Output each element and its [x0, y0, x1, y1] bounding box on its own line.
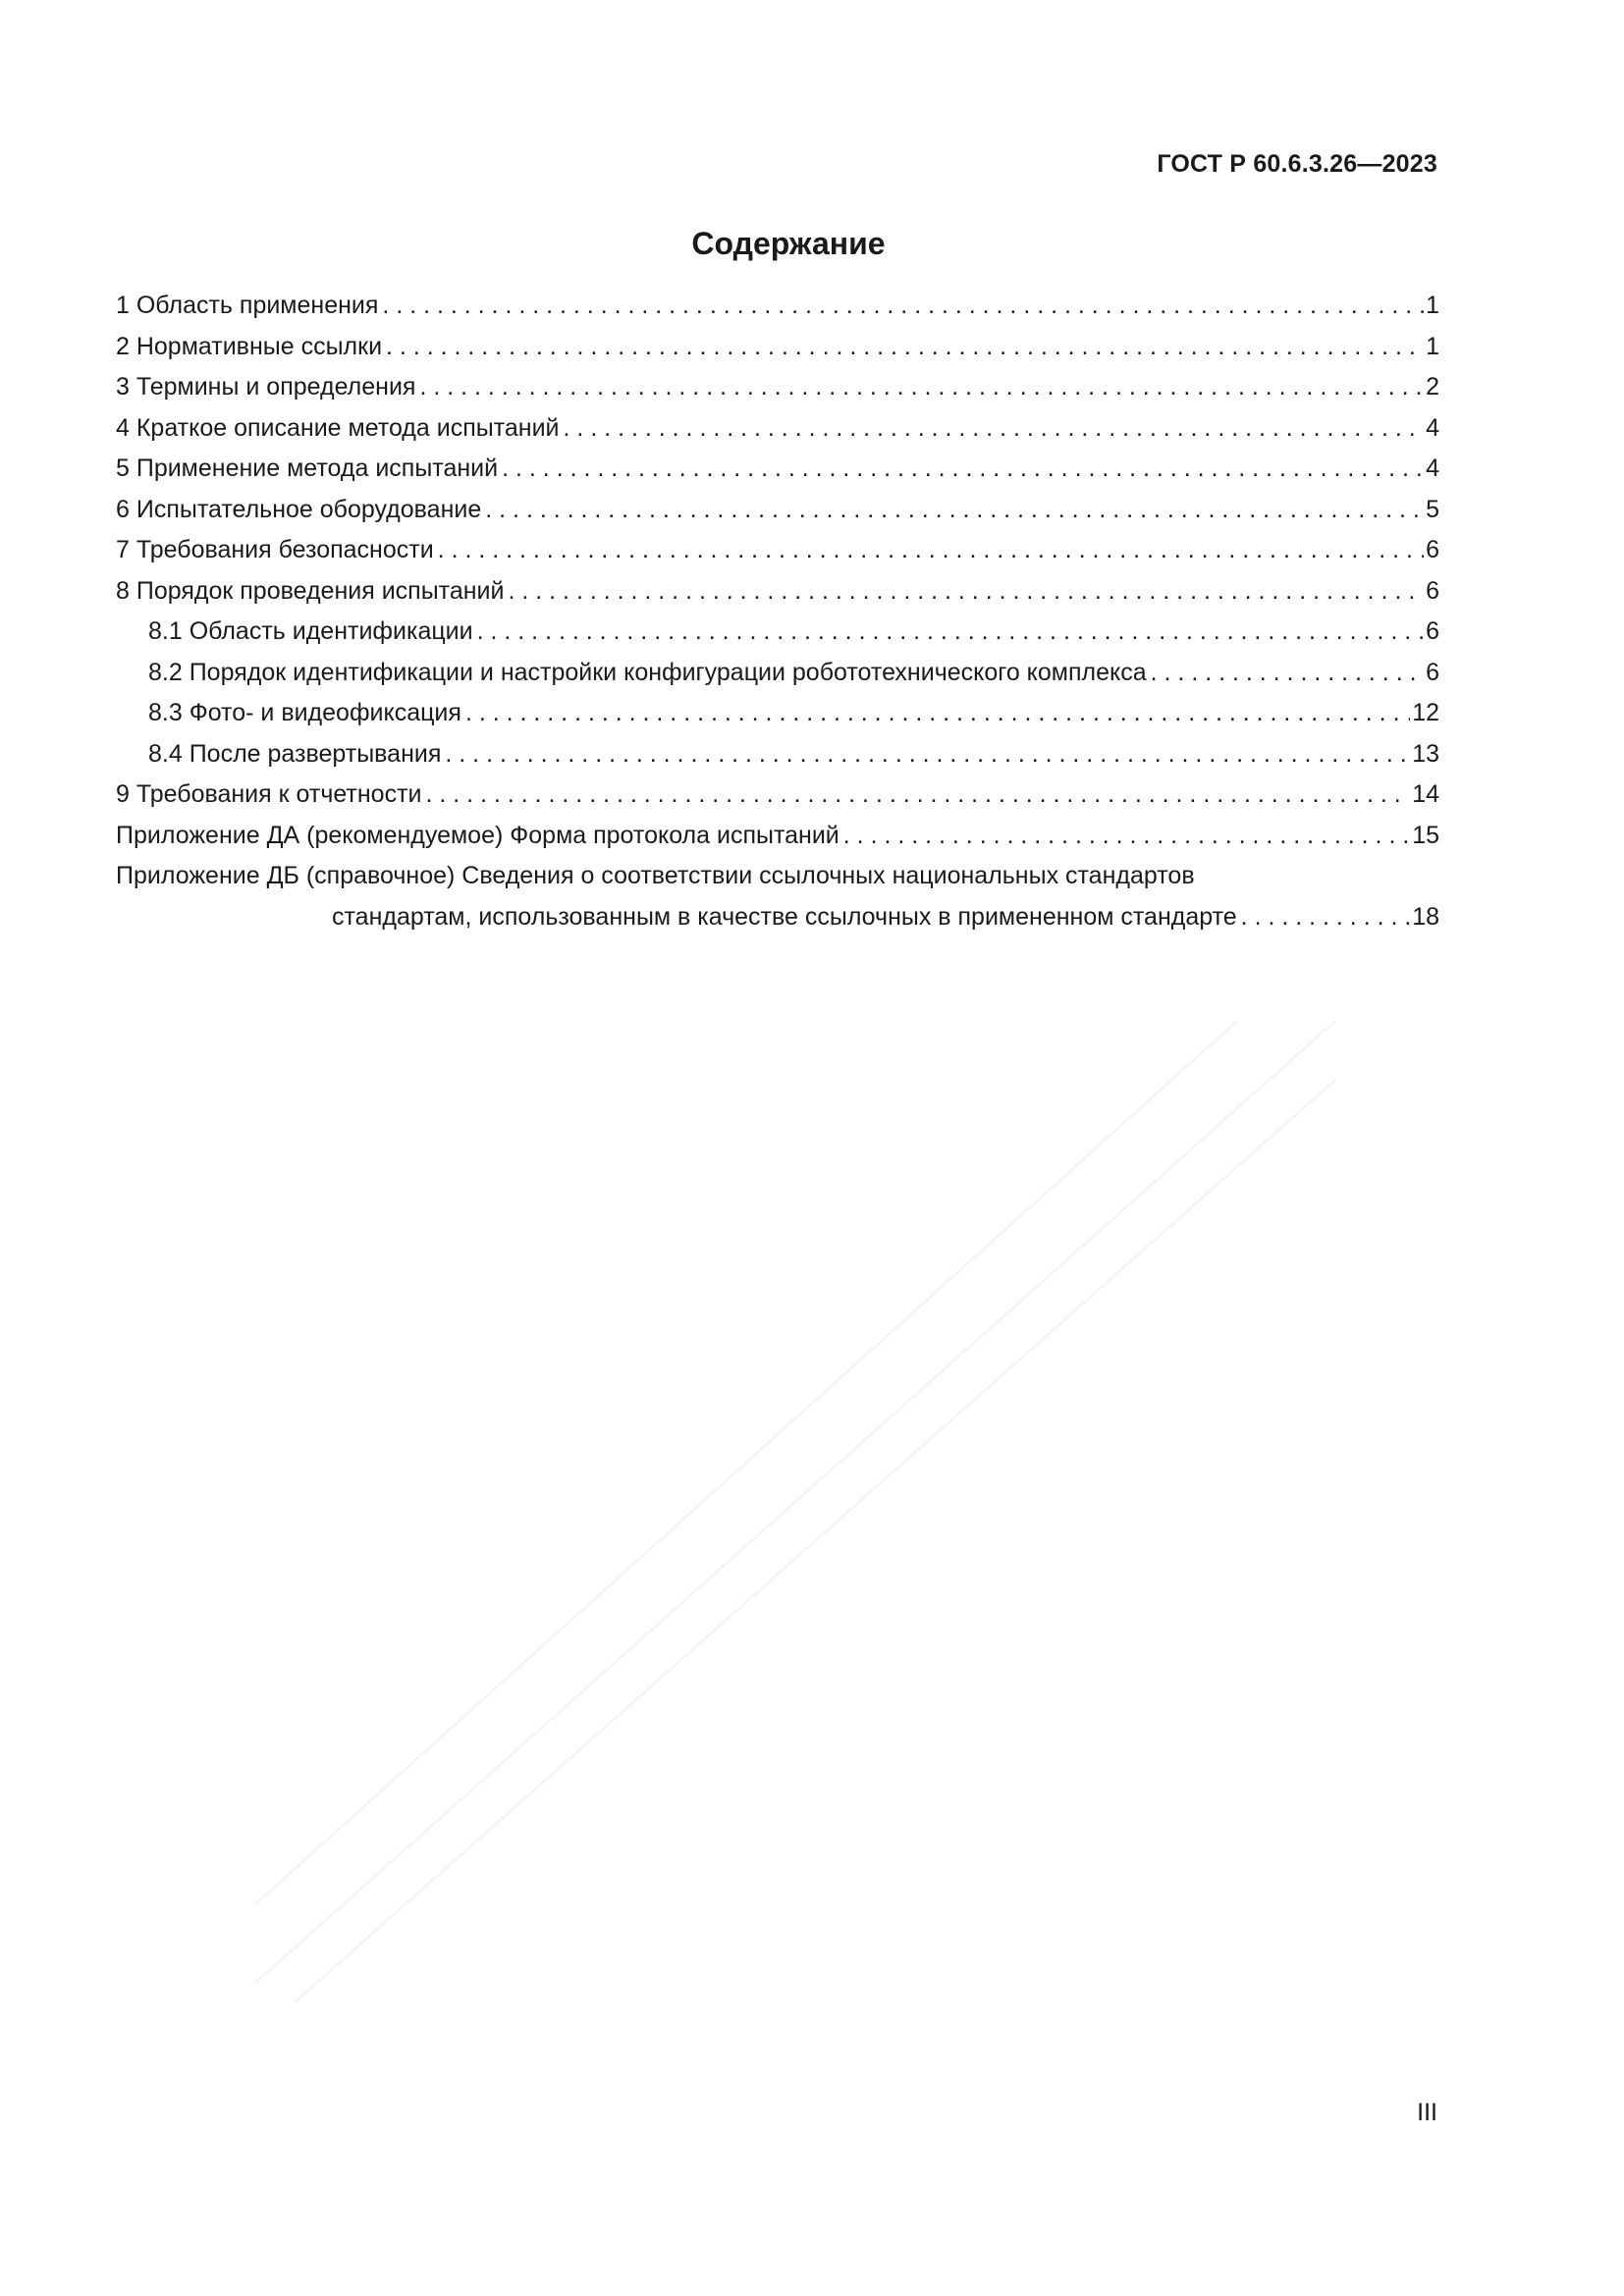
toc-entry-label: 6 Испытательное оборудование — [116, 495, 482, 523]
toc-entry-label: Приложение ДБ (справочное) Сведения о соответствии ссылочных национальных стандартов — [116, 862, 1195, 889]
toc-entry[interactable] — [116, 286, 1439, 327]
toc-leader-dots — [564, 408, 1425, 450]
toc-subentry[interactable] — [116, 653, 1439, 694]
toc-entry-label: 8 Порядок проведения испытаний — [116, 576, 505, 605]
toc-entry-page: 13 — [1412, 739, 1439, 768]
toc-entry[interactable] — [116, 408, 1439, 450]
watermark-stamp — [255, 1021, 1335, 2002]
page-number: III — [1417, 2099, 1437, 2126]
toc-leader-dots — [843, 816, 1410, 857]
toc-entry-page: 1 — [1426, 292, 1439, 319]
document-code: ГОСТ Р 60.6.3.26—2023 — [1157, 150, 1437, 178]
toc-entry-label: 3 Термины и определения — [116, 373, 416, 400]
toc-entry-label: 8.4 После развертывания — [148, 739, 442, 768]
toc-entry[interactable] — [116, 774, 1439, 816]
toc-entry-page: 6 — [1426, 617, 1439, 645]
toc-entry-page: 6 — [1426, 536, 1439, 563]
toc-leader-dots — [502, 449, 1424, 490]
toc-entry-page: 6 — [1426, 576, 1439, 605]
toc-leader-dots — [1241, 897, 1411, 938]
toc-entry-page: 12 — [1412, 699, 1439, 726]
toc-entry-label: 5 Применение метода испытаний — [116, 454, 499, 482]
toc-entry-page: 15 — [1412, 821, 1439, 849]
toc-entry[interactable] — [116, 856, 1439, 937]
toc-leader-dots — [386, 327, 1424, 368]
toc-entry-page: 6 — [1426, 658, 1439, 686]
toc-entry-label: 4 Краткое описание метода испытаний — [116, 413, 560, 442]
toc-entry-label-continued: стандартам, использованным в качестве ссылочных в примененном стандарте — [332, 902, 1237, 931]
toc-entry[interactable] — [116, 571, 1439, 613]
toc-entry-label: 1 Область применения — [116, 292, 379, 319]
toc-entry-page: 18 — [1412, 902, 1439, 931]
toc-subentry[interactable] — [116, 693, 1439, 734]
toc-entry[interactable] — [116, 530, 1439, 571]
table-of-contents — [116, 286, 1439, 937]
toc-leader-dots — [445, 734, 1410, 775]
toc-leader-dots — [382, 286, 1424, 327]
toc-entry[interactable] — [116, 367, 1439, 408]
toc-leader-dots — [1151, 653, 1424, 694]
toc-entry-label: 8.2 Порядок идентификации и настройки конфигурации робототехнического комплекса — [148, 658, 1147, 686]
toc-entry-page: 4 — [1426, 454, 1439, 482]
toc-entry[interactable] — [116, 816, 1439, 857]
toc-title: Содержание — [691, 226, 886, 261]
toc-leader-dots — [485, 490, 1424, 531]
toc-subentry[interactable] — [116, 734, 1439, 775]
toc-entry-label: 9 Требования к отчетности — [116, 780, 422, 808]
toc-entry-page: 1 — [1426, 332, 1439, 360]
toc-entry-label: 7 Требования безопасности — [116, 536, 434, 563]
toc-leader-dots — [438, 530, 1424, 571]
toc-entry-page: 2 — [1426, 373, 1439, 400]
toc-leader-dots — [477, 612, 1424, 653]
toc-leader-dots — [426, 774, 1411, 816]
toc-entry-label: 8.3 Фото- и видеофиксация — [148, 699, 461, 726]
toc-entry[interactable] — [116, 490, 1439, 531]
toc-entry-page: 14 — [1412, 780, 1439, 808]
toc-entry-label: 2 Нормативные ссылки — [116, 332, 383, 360]
toc-leader-dots — [419, 367, 1424, 408]
toc-entry[interactable] — [116, 449, 1439, 490]
toc-leader-dots — [465, 693, 1410, 734]
toc-leader-dots — [508, 571, 1424, 613]
toc-entry-label: Приложение ДА (рекомендуемое) Форма протокола испытаний — [116, 821, 839, 849]
toc-entry-label: 8.1 Область идентификации — [148, 617, 473, 645]
toc-entry-page: 5 — [1426, 495, 1439, 523]
toc-entry-page: 4 — [1426, 413, 1439, 442]
toc-subentry[interactable] — [116, 612, 1439, 653]
toc-entry[interactable] — [116, 327, 1439, 368]
